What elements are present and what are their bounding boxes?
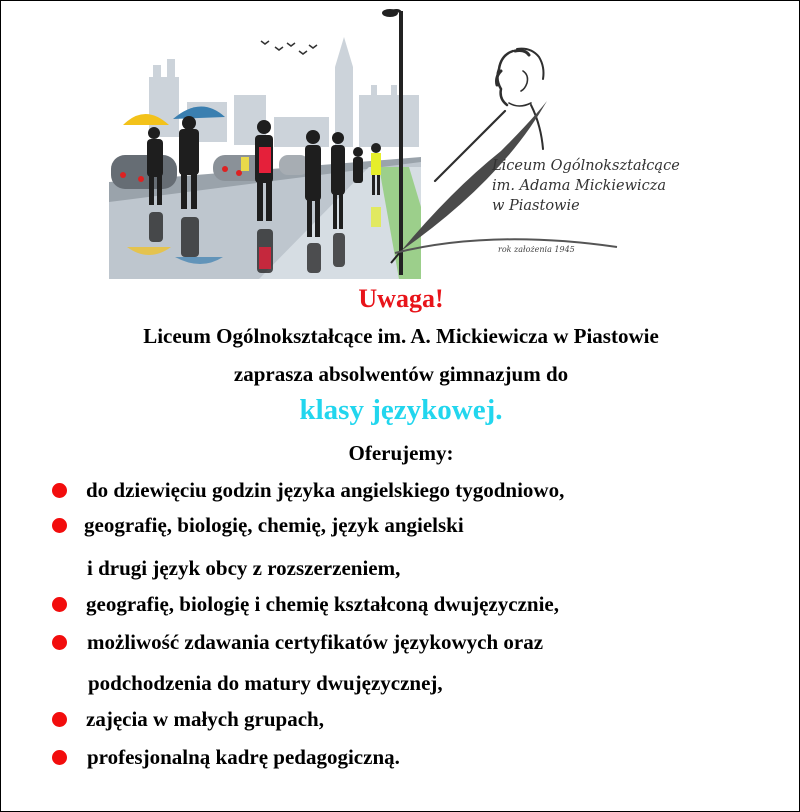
offer-item: profesjonalną kadrę pedagogiczną. (87, 745, 400, 769)
headline: Uwaga! (358, 284, 444, 313)
offer-item: możliwość zdawania certyfikatów językowych oraz (87, 630, 544, 654)
logo-line: im. Adama Mickiewicza (492, 178, 667, 194)
bullet-icon (52, 712, 67, 727)
bullet-icon (52, 518, 67, 533)
invitation-text: zaprasza absolwentów gimnazjum do (233, 362, 569, 386)
bullet-icon (52, 483, 67, 498)
offer-item-continued: podchodzenia do matury dwujęzycznej, (88, 671, 443, 695)
class-name: klasy językowej. (299, 394, 503, 426)
city-street-illustration (109, 7, 421, 279)
logo-line: w Piastowie (492, 198, 580, 214)
offer-item: geografię, biologię, chemię, język angielski (84, 513, 464, 537)
offer-item: zajęcia w małych grupach, (86, 707, 324, 731)
logo-line: Liceum Ogólnokształcące (492, 158, 680, 174)
school-name: Liceum Ogólnokształcące im. A. Mickiewicza w Piastowie (143, 324, 659, 348)
logo-school-name (492, 156, 680, 216)
logo-founded-year: rok założenia 1945 (498, 245, 575, 254)
offer-item: geografię, biologię i chemię kształconą dwujęzycznie, (86, 592, 559, 616)
offer-item-continued: i drugi język obcy z rozszerzeniem, (87, 556, 401, 580)
bullet-icon (52, 750, 67, 765)
bullet-icon (52, 597, 67, 612)
bullet-icon (52, 635, 67, 650)
offer-item: do dziewięciu godzin języka angielskiego tygodniowo, (86, 478, 565, 502)
offer-heading: Oferujemy: (348, 441, 454, 465)
